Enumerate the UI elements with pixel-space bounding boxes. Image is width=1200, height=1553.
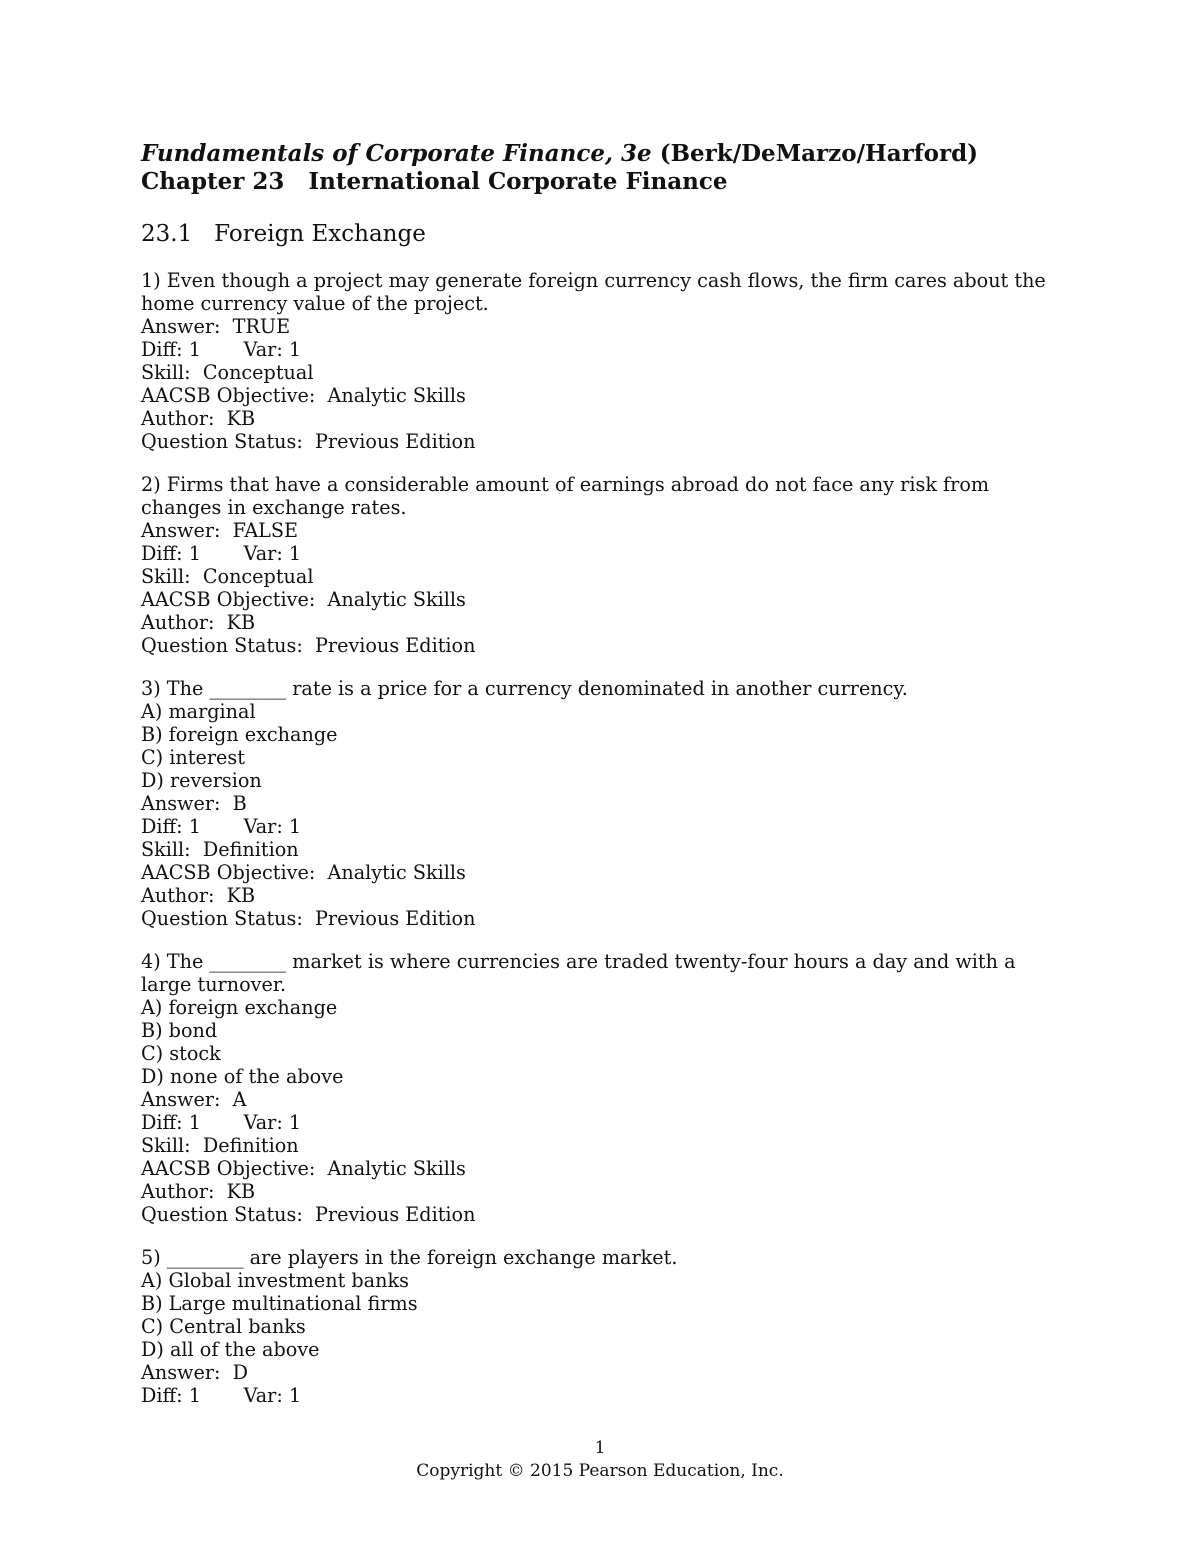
section-heading: 23.1 Foreign Exchange xyxy=(141,221,426,247)
page-footer xyxy=(0,1437,1200,1483)
book-authors: (Berk/DeMarzo/Harford) xyxy=(659,140,979,167)
question-diff: Diff: 1 Var: 1 xyxy=(141,815,302,838)
question-stem: 3) The ________ rate is a price for a currency denominated in another currency. xyxy=(141,677,908,700)
question-3 xyxy=(141,677,1061,930)
option-b: B) foreign exchange xyxy=(141,723,338,746)
question-diff: Diff: 1 Var: 1 xyxy=(141,1384,302,1407)
document-page xyxy=(141,140,1061,1427)
question-answer: Answer: FALSE xyxy=(141,519,299,542)
option-d: D) reversion xyxy=(141,769,262,792)
question-aacsb: AACSB Objective: Analytic Skills xyxy=(141,861,466,884)
option-d: D) all of the above xyxy=(141,1338,320,1361)
question-stem: 2) Firms that have a considerable amount of earnings abroad do not face any risk from changes in exchange rates. xyxy=(141,473,990,519)
question-diff: Diff: 1 Var: 1 xyxy=(141,338,302,361)
question-skill: Skill: Definition xyxy=(141,838,299,861)
copyright-notice: Copyright © 2015 Pearson Education, Inc. xyxy=(416,1461,784,1481)
question-answer: Answer: D xyxy=(141,1361,249,1384)
question-aacsb: AACSB Objective: Analytic Skills xyxy=(141,588,466,611)
question-4 xyxy=(141,950,1061,1226)
question-status: Question Status: Previous Edition xyxy=(141,907,476,930)
question-stem: 5) ________ are players in the foreign exchange market. xyxy=(141,1246,678,1269)
question-stem: 1) Even though a project may generate foreign currency cash flows, the firm cares about the home currency value of the project. xyxy=(141,269,1046,315)
question-author: Author: KB xyxy=(141,1180,256,1203)
question-author: Author: KB xyxy=(141,611,256,634)
question-author: Author: KB xyxy=(141,407,256,430)
option-a: A) marginal xyxy=(141,700,256,723)
chapter-heading: Chapter 23 International Corporate Finance xyxy=(141,168,728,195)
question-stem: 4) The ________ market is where currencies are traded twenty-four hours a day and with a large turnover. xyxy=(141,950,1016,996)
question-answer: Answer: TRUE xyxy=(141,315,291,338)
option-d: D) none of the above xyxy=(141,1065,344,1088)
question-status: Question Status: Previous Edition xyxy=(141,1203,476,1226)
question-skill: Skill: Conceptual xyxy=(141,565,314,588)
question-skill: Skill: Conceptual xyxy=(141,361,314,384)
question-author: Author: KB xyxy=(141,884,256,907)
question-2 xyxy=(141,473,1061,657)
question-skill: Skill: Definition xyxy=(141,1134,299,1157)
option-a: A) foreign exchange xyxy=(141,996,338,1019)
question-status: Question Status: Previous Edition xyxy=(141,634,476,657)
question-5 xyxy=(141,1246,1061,1407)
question-1 xyxy=(141,269,1061,453)
book-title: Fundamentals of Corporate Finance, 3e xyxy=(141,140,652,167)
option-c: C) interest xyxy=(141,746,245,769)
question-diff: Diff: 1 Var: 1 xyxy=(141,542,302,565)
page-number: 1 xyxy=(594,1438,606,1458)
question-aacsb: AACSB Objective: Analytic Skills xyxy=(141,384,466,407)
question-diff: Diff: 1 Var: 1 xyxy=(141,1111,302,1134)
option-a: A) Global investment banks xyxy=(141,1269,409,1292)
option-c: C) stock xyxy=(141,1042,221,1065)
question-answer: Answer: A xyxy=(141,1088,247,1111)
question-answer: Answer: B xyxy=(141,792,247,815)
option-c: C) Central banks xyxy=(141,1315,306,1338)
document-title xyxy=(141,140,1061,168)
option-b: B) bond xyxy=(141,1019,218,1042)
option-b: B) Large multinational firms xyxy=(141,1292,418,1315)
question-aacsb: AACSB Objective: Analytic Skills xyxy=(141,1157,466,1180)
question-status: Question Status: Previous Edition xyxy=(141,430,476,453)
